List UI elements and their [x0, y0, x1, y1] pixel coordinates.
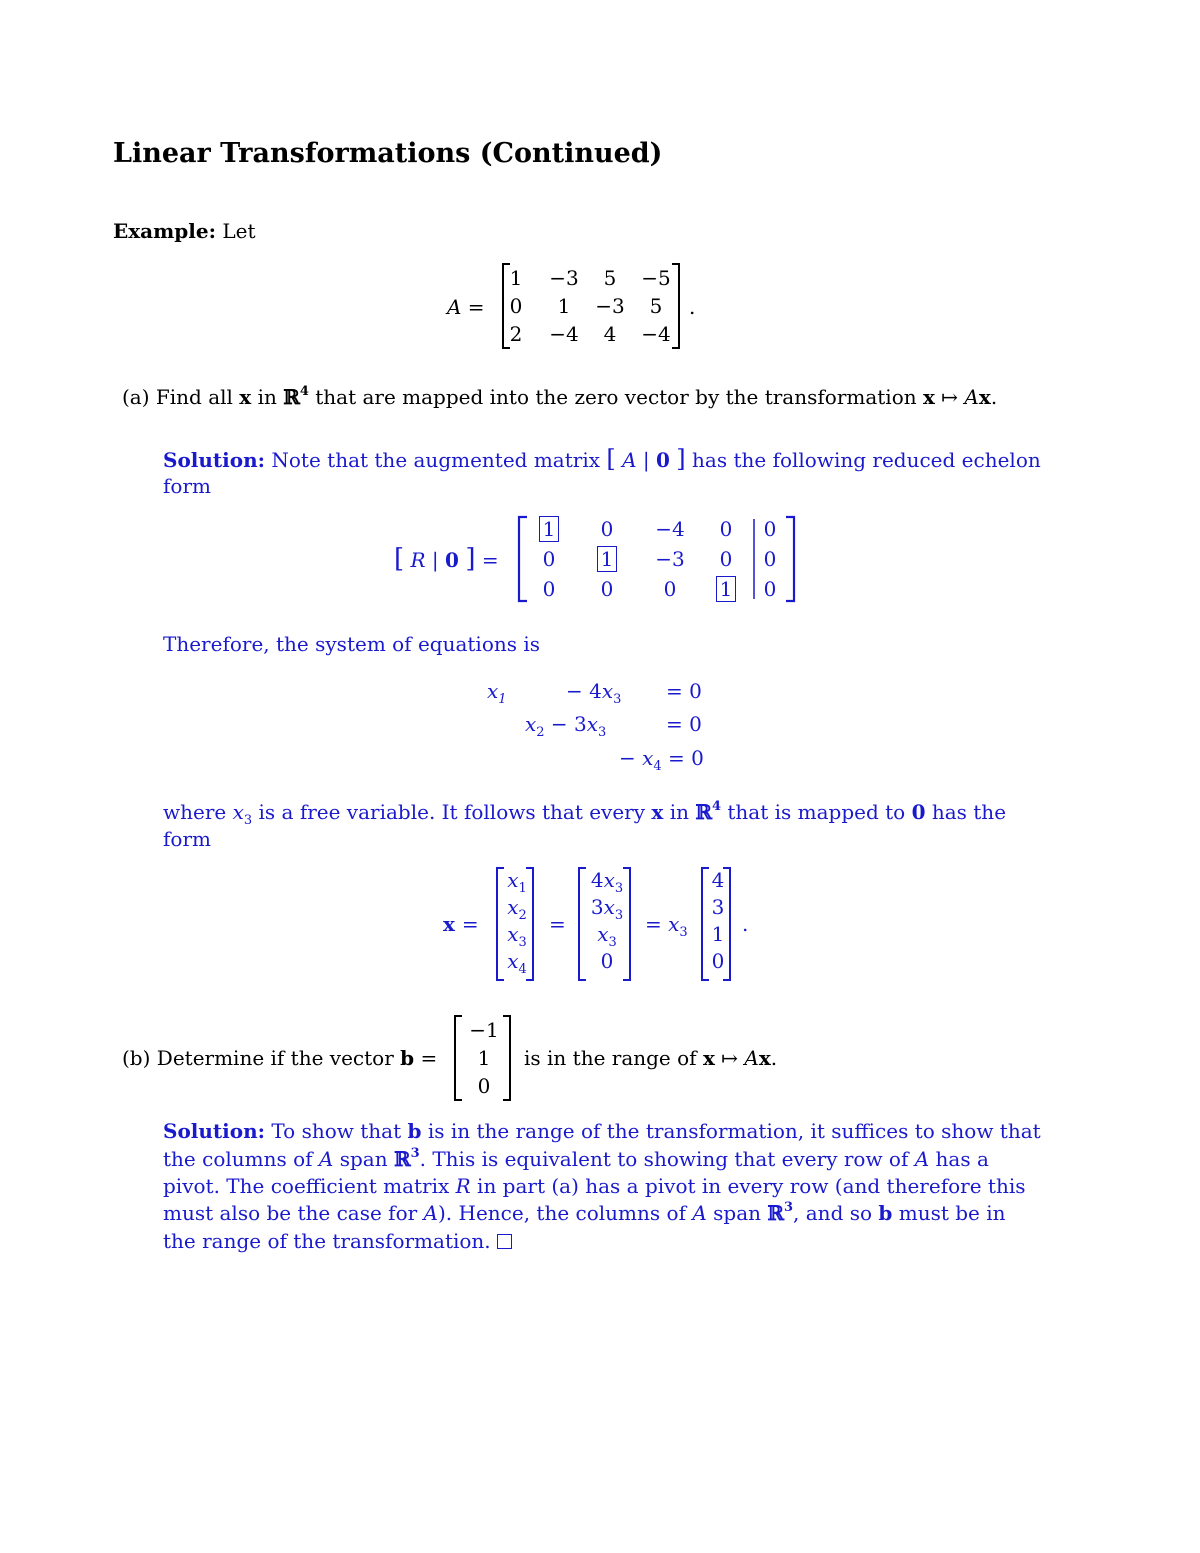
vector-4x3: [579, 868, 635, 984]
rref-cell: 0: [542, 577, 556, 601]
rref-cell: 0: [600, 577, 614, 601]
part-b-solution-line5: the range of the transformation.: [163, 1228, 512, 1255]
example-label: Example:: [113, 219, 216, 243]
vector-4x3-entry: 0: [600, 949, 614, 973]
matrix-a-cell: −4: [549, 322, 579, 346]
vector-equals-2: = $x_3$: [645, 912, 688, 940]
rref-cell: 0: [663, 577, 677, 601]
part-b-marker: (b): [122, 1046, 151, 1070]
matrix-a-cell: −3: [549, 266, 579, 290]
vector-4310: [702, 868, 734, 984]
qed-box-icon: [497, 1234, 512, 1249]
part-a-marker: (a): [122, 385, 150, 409]
matrix-a-cell: −5: [641, 266, 671, 290]
vector-b-entry: 0: [477, 1074, 491, 1098]
vector-x-entry: $x_1$: [507, 868, 527, 896]
rref-rhs-cell: 0: [763, 517, 777, 541]
vector-x-entry: $x_4$: [507, 949, 527, 977]
matrix-a-lhs: A =: [447, 295, 485, 319]
rref-cell: 0: [719, 547, 733, 571]
equation-3-term: − $x_4 = 0$: [619, 746, 704, 774]
page-title: Linear Transformations (Continued): [113, 138, 663, 169]
part-b-question-start: (b) Determine if the vector b =: [122, 1046, 438, 1070]
matrix-a: [500, 266, 690, 352]
vector-4310-entry: 1: [711, 922, 725, 946]
matrix-a-cell: −3: [595, 294, 625, 318]
matrix-a-cell: 2: [509, 322, 523, 346]
free-variable-line2: form: [163, 827, 211, 851]
vector-b: [452, 1016, 516, 1104]
vector-x: [494, 868, 540, 984]
vector-b-entry: −1: [469, 1018, 499, 1042]
rref-cell: −4: [655, 517, 685, 541]
solution-label: Solution:: [163, 448, 266, 472]
part-a-solution-line2: form: [163, 474, 211, 498]
equation-1-x1: $x_1$: [487, 679, 507, 707]
rref-rhs-cell: 0: [763, 547, 777, 571]
matrix-a-cell: 5: [649, 294, 663, 318]
matrix-a-period: .: [689, 295, 696, 319]
therefore-line: Therefore, the system of equations is: [163, 632, 541, 656]
vector-period: .: [742, 912, 749, 936]
equation-2-rhs: = 0: [666, 712, 702, 736]
part-a-solution-line1: Solution: Note that the augmented matrix [ A | 0 ] has the following reduced echelon: [163, 445, 1041, 473]
matrix-a-cell: 4: [603, 322, 617, 346]
rref-rhs-cell: 0: [763, 577, 777, 601]
rref-cell: 1: [706, 577, 746, 601]
rref-cell: 1: [587, 547, 627, 571]
equation-2-term: $x_2 - 3x_3$: [525, 712, 607, 740]
rref-matrix: [516, 515, 800, 605]
vector-4310-entry: 4: [711, 868, 725, 892]
example-line: [113, 218, 256, 245]
matrix-a-cell: 1: [557, 294, 571, 318]
part-b-solution-line3: pivot. The coefficient matrix R in part (a) has a pivot in every row (and therefore this: [163, 1174, 1026, 1198]
vector-4x3-entry: $3x_3$: [590, 895, 624, 923]
matrix-a-cell: −4: [641, 322, 671, 346]
part-b-question-end: is in the range of x ↦ Ax.: [524, 1046, 778, 1070]
part-a-question: (a) Find all x in ℝ$^4$ that are mapped into the zero vector by the transformation x ↦ Ax.: [122, 384, 998, 409]
vector-4310-entry: 0: [711, 949, 725, 973]
matrix-a-cell: 5: [603, 266, 617, 290]
vector-b-entry: 1: [477, 1046, 491, 1070]
rref-cell: 0: [542, 547, 556, 571]
vector-equals-1: =: [549, 912, 566, 936]
part-b-solution-line1: Solution: To show that b is in the range of the transformation, it suffices to show that: [163, 1119, 1041, 1143]
vector-4310-entry: 3: [711, 895, 725, 919]
matrix-a-cell: 0: [509, 294, 523, 318]
example-text: Let: [222, 219, 256, 243]
equation-1-rhs: = 0: [666, 679, 702, 703]
free-variable-line1: where $x_3$ is a free variable. It follows that every x in ℝ$^4$ that is mapped to 0 has the: [163, 799, 1007, 828]
rref-cell: −3: [655, 547, 685, 571]
part-b-solution-line2: the columns of A span ℝ$^3$. This is equivalent to showing that every row of A has a: [163, 1146, 989, 1171]
equation-1-term: − $4x_3$: [566, 679, 622, 707]
vector-4x3-entry: $4x_3$: [590, 868, 624, 896]
rref-cell: 0: [719, 517, 733, 541]
vector-x-entry: $x_3$: [507, 922, 527, 950]
matrix-a-cell: 1: [509, 266, 523, 290]
augmented-r-lhs: [ R | 0 ] =: [394, 544, 499, 574]
vector-x-lhs: x =: [443, 912, 479, 936]
part-b-solution-line4: must also be the case for A). Hence, the columns of A span ℝ$^3$, and so b must be in: [163, 1200, 1006, 1225]
rref-cell: 0: [600, 517, 614, 541]
vector-4x3-entry: $x_3$: [597, 922, 617, 950]
rref-cell: 1: [529, 517, 569, 541]
vector-x-entry: $x_2$: [507, 895, 527, 923]
